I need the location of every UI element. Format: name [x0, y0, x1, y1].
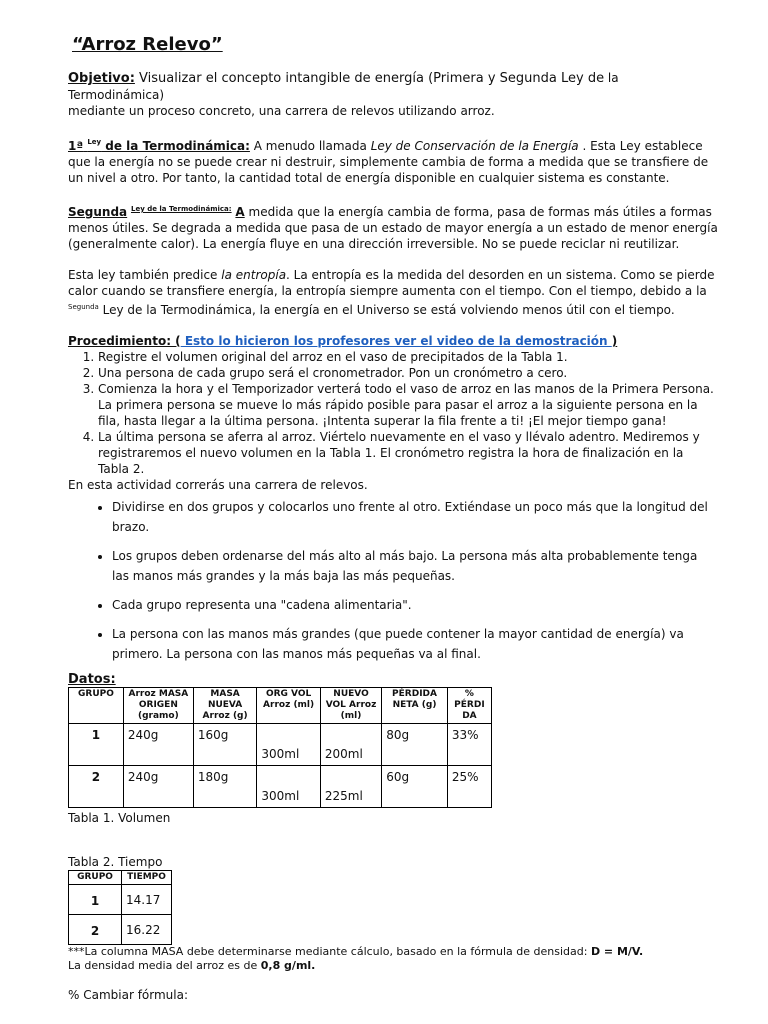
table-header: ORG VOL Arroz (ml) [257, 688, 321, 724]
objective-paragraph [68, 70, 718, 119]
table-cell: 300ml [257, 724, 321, 766]
procedure-close: ) [611, 334, 618, 348]
table-header: GRUPO [69, 688, 124, 724]
document-page [68, 34, 718, 1003]
objective-label: Objetivo: [68, 71, 135, 86]
table-header: % PÉRDI DA [447, 688, 491, 724]
change-formula-label: % Cambiar fórmula: [68, 988, 189, 1002]
table-cell: 240g [123, 766, 193, 808]
table-row [69, 766, 492, 808]
objective-text: Visualizar el concepto intangible de energía (Primera y Segunda Ley de [134, 71, 605, 86]
table-cell: 25% [447, 766, 491, 808]
first-law-paragraph [68, 134, 718, 186]
table-header-row [69, 688, 492, 724]
table-cell: 1 [69, 724, 124, 766]
note-text-b: La densidad media del arroz es de [68, 959, 261, 972]
table-cell: 300ml [257, 766, 321, 808]
table-header: MASA NUEVA Arroz (g) [193, 688, 257, 724]
procedure-steps [68, 349, 718, 477]
table-cell: 2 [69, 915, 122, 945]
table-header: TIEMPO [122, 871, 172, 885]
second-law-paragraph [68, 201, 718, 252]
procedure-heading [68, 333, 718, 349]
table-row [69, 724, 492, 766]
first-law-sup: Ley [87, 138, 102, 146]
bullet-item: • Dividirse en dos grupos y colocarlos uno frente al otro. Extiéndase un poco más que la longitud del brazo. [112, 497, 718, 537]
table-cell: 240g [123, 724, 193, 766]
entropy-small: Segunda [68, 303, 99, 311]
first-law-text-a: A menudo llamada [249, 139, 371, 153]
table2-caption: Tabla 2. Tiempo [68, 855, 163, 869]
second-law-first-letter: A [235, 205, 245, 219]
table-header: PÉRDIDA NETA (g) [382, 688, 448, 724]
procedure-step: 3. Comienza la hora y el Temporizador verterá todo el vaso de arroz en las manos de la Primera Persona. La primera persona se mueve lo más rápido posible para pasar el arroz a la siguiente persona en la fila, hasta llegar a la última persona. ¡Intenta superar la fila frente a ti! ¡El mejor tiempo gana! [98, 381, 718, 429]
entropy-text-b: . La entropía es la medida del desorden en un sistema. Como se pierde calor cuando se transfiere energía, la entropía siempre aumenta con el tiempo. Con el tiempo, debido a la [68, 268, 715, 298]
procedure-step: 1. Registre el volumen original del arroz en el vaso de precipitados de la Tabla 1. [98, 349, 718, 365]
second-law-text: medida que la energía cambia de forma, pasa de formas más útiles a formas menos útiles. Se degrada a medida que pasa de un estado de mayor energía a un estado de menor energía (generalmente calor). La energía fluye en una dirección irreversible. No se puede reciclar ni reutilizar. [68, 205, 718, 251]
entropy-text-a: Esta ley también predice [68, 268, 222, 282]
first-law-number: 1ª [68, 139, 84, 153]
objective-text-b: la Termodinámica) [68, 71, 619, 102]
table-header-row [69, 871, 172, 885]
table-row [69, 915, 172, 945]
second-law-small-label: Ley de la Termodinámica: [130, 205, 232, 213]
table-cell: 16.22 [122, 915, 172, 945]
entropy-paragraph [68, 267, 718, 318]
procedure-after: En esta actividad correrás una carrera de relevos. [68, 478, 368, 492]
table-cell: 200ml [320, 724, 381, 766]
table-cell: 180g [193, 766, 257, 808]
table-cell: 33% [447, 724, 491, 766]
bullet-item: • Cada grupo representa una "cadena alimentaria". [112, 595, 718, 615]
demo-video-link[interactable]: Esto lo hicieron los profesores ver el video de la demostración [180, 334, 612, 348]
bullet-item: • Los grupos deben ordenarse del más alto al más bajo. La persona más alta probablemente tenga las manos más grandes y la más baja las más pequeñas. [112, 546, 718, 586]
density-note [68, 945, 718, 973]
entropy-italic: la entropía [221, 268, 287, 282]
table1-caption: Tabla 1. Volumen [68, 811, 171, 825]
bullet-item: • La persona con las manos más grandes (que puede contener la mayor cantidad de energía) va primero. La persona con las manos más pequeñas va al final. [112, 624, 718, 664]
table-cell: 2 [69, 766, 124, 808]
table-header: Arroz MASA ORIGEN (gramo) [123, 688, 193, 724]
entropy-text-c: Ley de la Termodinámica, la energía en el Universo se está volviendo menos útil con el tiempo. [98, 303, 675, 317]
table-cell: 1 [69, 885, 122, 915]
table-header: GRUPO [69, 871, 122, 885]
procedure-label: Procedimiento: ( [68, 334, 181, 348]
second-law-label: Segunda [68, 205, 128, 219]
objective-text-2: mediante un proceso concreto, una carrera de relevos utilizando arroz. [68, 104, 495, 118]
first-law-label-rest: de la Termodinámica: [101, 139, 250, 153]
volume-table [68, 687, 492, 808]
time-table [68, 870, 172, 945]
page-title: “Arroz Relevo” [72, 34, 223, 55]
note-formula: D = M/V. [590, 945, 644, 958]
first-law-italic: Ley de Conservación de la Energía [370, 139, 579, 153]
table-cell: 80g [382, 724, 448, 766]
first-law-label [68, 139, 250, 153]
table-cell: 160g [193, 724, 257, 766]
table-row [69, 885, 172, 915]
first-law-text-b: . Esta Ley establece que la energía no se puede crear ni destruir, simplemente cambia de forma a medida que se transfiere de un nivel a otro. Por tanto, la cantidad total de energía disponible en cualquier sistema es constante. [68, 139, 709, 185]
datos-heading: Datos: [68, 672, 116, 687]
table-cell: 14.17 [122, 885, 172, 915]
procedure-step: 4. La última persona se aferra al arroz. Viértelo nuevamente en el vaso y llévalo adentro. Mediremos y registraremos el nuevo volumen en la Tabla 1. El cronómetro registra la hora de finalización en la Tabla 2. [98, 429, 718, 477]
note-density: 0,8 g/ml. [260, 959, 316, 972]
note-text-a: ***La columna MASA debe determinarse mediante cálculo, basado en la fórmula de densidad: [68, 945, 591, 958]
procedure-bullets [68, 497, 718, 664]
table-cell: 225ml [320, 766, 381, 808]
procedure-step: 2. Una persona de cada grupo será el cronometrador. Pon un cronómetro a cero. [98, 365, 718, 381]
table-cell: 60g [382, 766, 448, 808]
table-header: NUEVO VOL Arroz (ml) [320, 688, 381, 724]
